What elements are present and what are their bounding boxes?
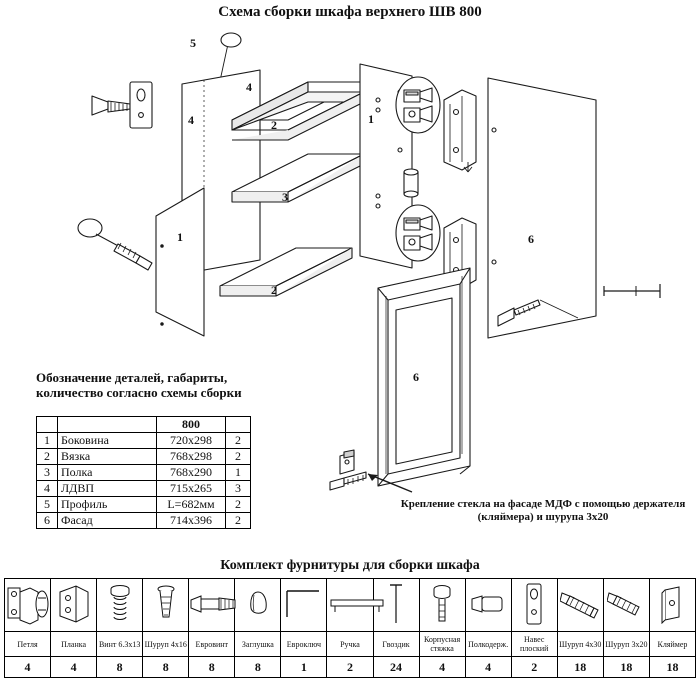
hardware-qty: 18: [603, 657, 649, 678]
hardware-name: Кляймер: [649, 632, 695, 657]
legend-caption-line2: количество согласно схемы сборки: [36, 385, 242, 400]
hardware-table: [4, 578, 696, 678]
hardware-title: Комплект фурнитуры для сборки шкафа: [220, 558, 480, 573]
part-qty: 1: [226, 465, 251, 481]
part-name: Полка: [58, 465, 157, 481]
screw-4x30-icon: [557, 579, 603, 632]
page-title: Схема сборки шкафа верхнего ШВ 800: [218, 4, 482, 20]
part-name: Профиль: [58, 497, 157, 513]
hinge-detail-upper: [396, 77, 440, 133]
screw-6-3x13-icon: [97, 579, 143, 632]
hardware-icons-row: [5, 579, 696, 632]
hardware-qty-row: [5, 657, 696, 678]
part-size: 720х298: [157, 433, 226, 449]
hinge-icon: [5, 579, 51, 632]
part-size: 714х396: [157, 513, 226, 529]
hardware-name: Шуруп 3х20: [603, 632, 649, 657]
hardware-qty: 2: [511, 657, 557, 678]
hardware-qty: 1: [281, 657, 327, 678]
side-panel-1-left: [156, 188, 204, 336]
callout-3: 3: [282, 190, 288, 204]
callout-6-right: 6: [528, 232, 534, 246]
hardware-name: Ручка: [327, 632, 373, 657]
part-size: 768х298: [157, 449, 226, 465]
facade-part-6-front: [378, 268, 470, 486]
mounting-plate-icon: [51, 579, 97, 632]
part-size: 715х265: [157, 481, 226, 497]
part-size: L=682мм: [157, 497, 226, 513]
table-row: [37, 497, 251, 513]
euro-key-icon: [281, 579, 327, 632]
part-num: 1: [37, 433, 58, 449]
hardware-qty: 18: [557, 657, 603, 678]
part-num: 3: [37, 465, 58, 481]
hardware-name: Навес плоский: [511, 632, 557, 657]
hardware-qty: 8: [143, 657, 189, 678]
cabinet-connector-icon: [419, 579, 465, 632]
euro-screw-icon: [189, 579, 235, 632]
table-row: [37, 465, 251, 481]
callout-5: 5: [190, 36, 196, 50]
hardware-name: Заглушка: [235, 632, 281, 657]
hardware-names-row: [5, 632, 696, 657]
cell-empty2: [58, 417, 157, 433]
glass-clamp-note: [398, 498, 688, 524]
cabinet-connector-detail: [404, 169, 418, 197]
cap-icon: [235, 579, 281, 632]
part-num: 5: [37, 497, 58, 513]
glass-clamp-note-text: Крепление стекла на фасаде МДФ с помощью держателя (кляймера) и шурупа 3х20: [400, 498, 686, 523]
handle-detail: [604, 284, 660, 298]
screw-detail-topleft: [92, 96, 130, 115]
hinge-detail-lower: [396, 205, 440, 261]
table-row: [37, 433, 251, 449]
legend-caption: [36, 370, 286, 400]
table-row: [37, 513, 251, 529]
screw-3x20-icon: [603, 579, 649, 632]
part-qty: 2: [226, 497, 251, 513]
hardware-qty: 24: [373, 657, 419, 678]
hardware-name: Петля: [5, 632, 51, 657]
screw-4x16-icon: [143, 579, 189, 632]
hardware-name: Планка: [51, 632, 97, 657]
hardware-qty: 18: [649, 657, 695, 678]
hardware-name: Шуруп 4х30: [557, 632, 603, 657]
hardware-qty: 4: [465, 657, 511, 678]
callout-2-top: 2: [271, 118, 277, 132]
mounting-plate-detail: [130, 82, 152, 128]
table-row-header: [37, 417, 251, 433]
hardware-qty: 4: [51, 657, 97, 678]
callout-4-top: 4: [246, 80, 252, 94]
hardware-qty: 2: [327, 657, 373, 678]
legend-caption-line1: Обозначение деталей, габариты,: [36, 370, 228, 385]
hardware-qty: 8: [235, 657, 281, 678]
flat-hanger-icon: [511, 579, 557, 632]
table-row: [37, 481, 251, 497]
callout-4-left: 4: [188, 113, 194, 127]
clamp-icon: [649, 579, 695, 632]
part-qty: 2: [226, 513, 251, 529]
hardware-qty: 4: [5, 657, 51, 678]
part-qty: 3: [226, 481, 251, 497]
hinge-arm-upper: [444, 90, 476, 170]
hardware-name: Корпусная стяжка: [419, 632, 465, 657]
part-num: 4: [37, 481, 58, 497]
part-qty: 2: [226, 449, 251, 465]
parts-table-header-size: 800: [157, 417, 226, 433]
hardware-qty: 4: [419, 657, 465, 678]
callout-2-bottom: 2: [271, 283, 277, 297]
handle-icon: [327, 579, 373, 632]
callout-6-front: 6: [413, 370, 419, 384]
table-row: [37, 449, 251, 465]
hardware-qty: 8: [189, 657, 235, 678]
callout-1-right: 1: [368, 112, 374, 126]
part-name: Фасад: [58, 513, 157, 529]
part-qty: 2: [226, 433, 251, 449]
shelf-support-icon: [465, 579, 511, 632]
cell-empty3: [226, 417, 251, 433]
parts-table: [36, 416, 251, 529]
hardware-qty: 8: [97, 657, 143, 678]
cell-empty1: [37, 417, 58, 433]
part-name: Вязка: [58, 449, 157, 465]
hardware-name: Евровинт: [189, 632, 235, 657]
hardware-name: Шуруп 4х16: [143, 632, 189, 657]
callout-1-left: 1: [177, 230, 183, 244]
part-name: Боковина: [58, 433, 157, 449]
hardware-name: Евроключ: [281, 632, 327, 657]
euro-screw-detail-left: [78, 219, 152, 270]
hardware-name: Гвоздик: [373, 632, 419, 657]
part-num: 2: [37, 449, 58, 465]
part-size: 768х290: [157, 465, 226, 481]
part-name: ЛДВП: [58, 481, 157, 497]
part-num: 6: [37, 513, 58, 529]
hardware-name: Полкодерж.: [465, 632, 511, 657]
hardware-name: Винт 6.3х13: [97, 632, 143, 657]
facade-part-6-right: [488, 78, 596, 338]
